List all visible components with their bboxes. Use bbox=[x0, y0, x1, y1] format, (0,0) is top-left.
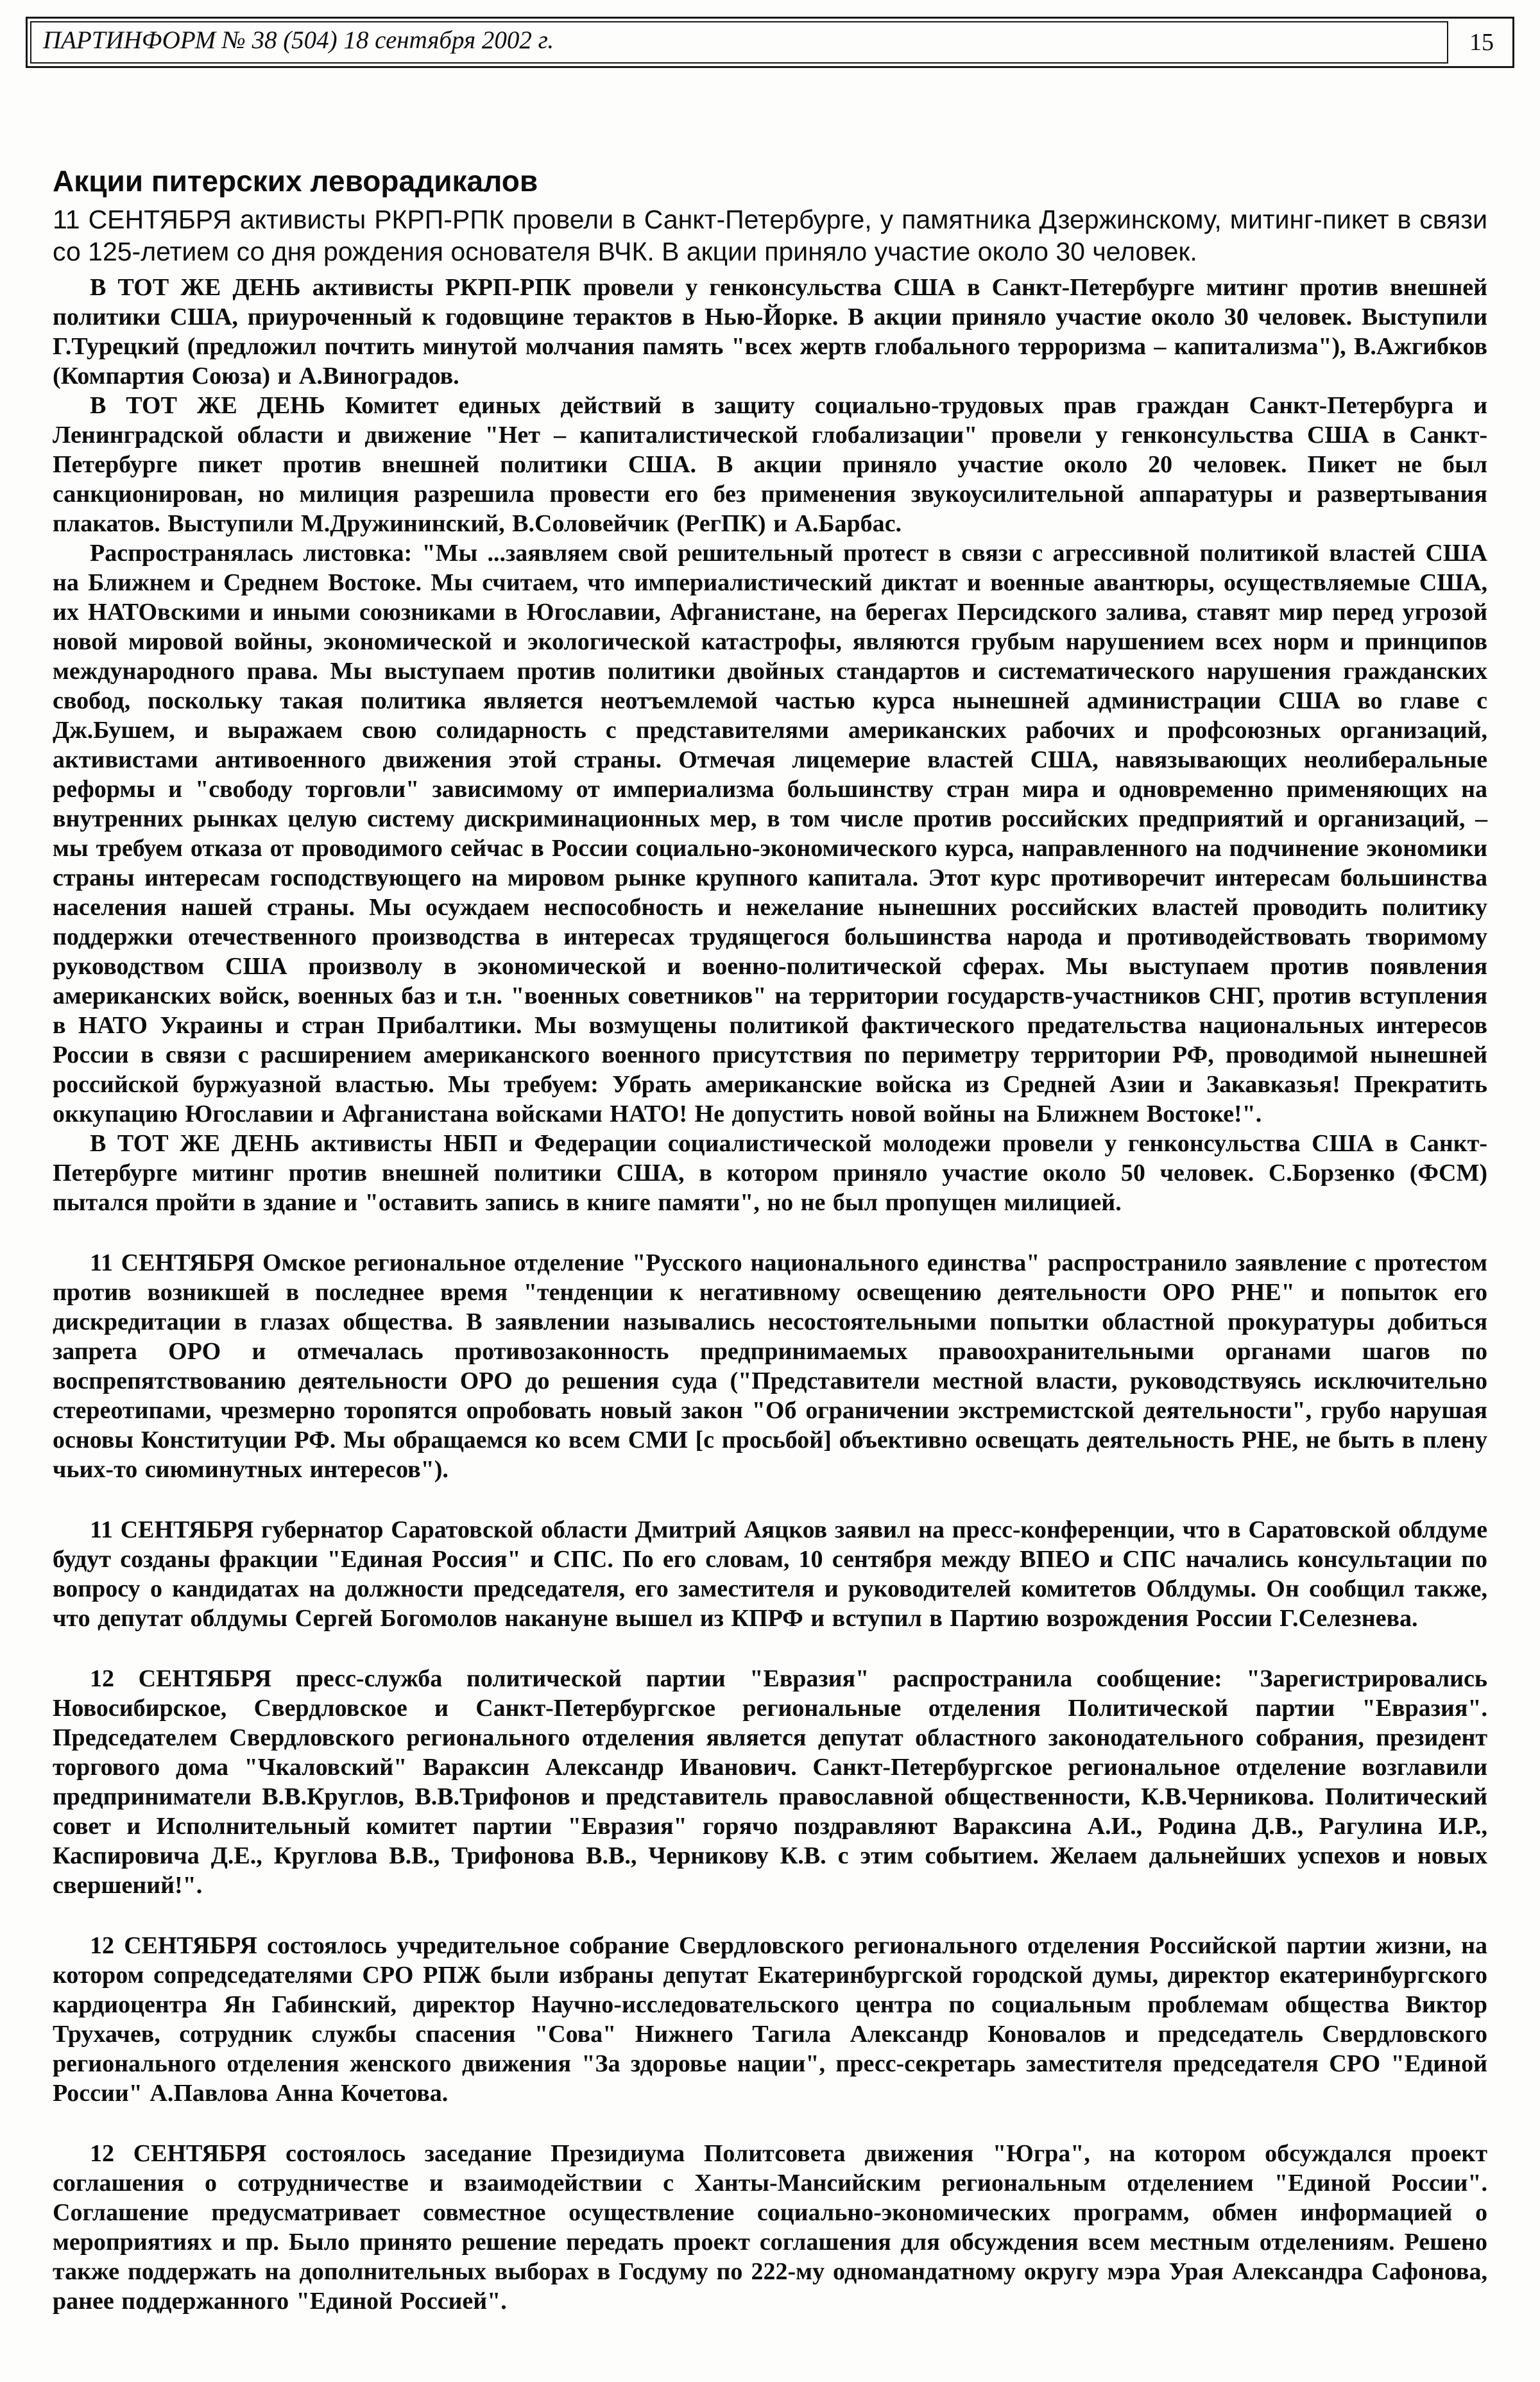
article-heading: Акции питерских леворадикалов bbox=[53, 164, 538, 198]
article-lead-paragraph: 11 СЕНТЯБРЯ активисты РКРП-РПК провели в Санкт-Петербурге, у памятника Дзержинскому, митинг-пикет в связи со 125-летием со дня рождения основателя ВЧК. В акции приняло участие около 30 человек. bbox=[53, 204, 1487, 266]
news-item: 12 СЕНТЯБРЯ состоялось заседание Президиума Политсовета движения "Югра", на котором обсуждался проект соглашения о сотрудничестве и взаимодействии с Ханты-Мансийским региональным отделением "Единой России". Соглашение предусматривает совместное осуществление социально-экономических программ, обмен информацией о мероприятиях и пр. Было принято решение передать проект соглашения для обсуждения всем местным отделениям. Решено также поддержать на дополнительных выборах в Госдуму по 222-му одномандатному округу мэра Урая Александра Сафонова, ранее поддержанного "Единой Россией". bbox=[53, 2139, 1487, 2315]
news-item: 11 СЕНТЯБРЯ губернатор Саратовской области Дмитрий Аяцков заявил на пресс-конференции, что в Саратовской облдуме будут созданы фракции "Единая Россия" и СПС. По его словам, 10 сентября между ВПЕО и СПС начались консультации по вопросу о кандидатах на должности председателя, его заместителя и руководителей комитетов Облдумы. Он сообщил также, что депутат облдумы Сергей Богомолов накануне вышел из КПРФ и вступил в Партию возрождения России Г.Селезнева. bbox=[53, 1516, 1487, 1632]
news-item: 11 СЕНТЯБРЯ Омское региональное отделение "Русского национального единства" распространило заявление с протестом против возникшей в последнее время "тенденции к негативному освещению деятельности ОРО РНЕ" и попыток его дискредитации в глазах общества. В заявлении назывались несостоятельными попытки областной прокуратуры добиться запрета ОРО и отмечалась противозаконность предпринимаемых правоохранительными органами шагов по воспрепятствованию деятельности ОРО до решения суда ("Представители местной власти, руководствуясь исключительно стереотипами, чрезмерно торопятся опробовать новый закон "Об ограничении экстремистской деятельности", грубо нарушая основы Конституции РФ. Мы обращаемся ко всем СМИ [с просьбой] объективно освещать деятельность РНЕ, не быть в плену чьих-то сиюминутных интересов"). bbox=[53, 1249, 1487, 1483]
article-paragraph: В ТОТ ЖЕ ДЕНЬ активисты РКРП-РПК провели у генконсульства США в Санкт-Петербурге митинг против внешней политики США, приуроченный к годовщине терактов в Нью-Йорке. В акции приняло участие около 30 человек. Выступили Г.Турецкий (предложил почтить минутой молчания память "всех жертв глобального терроризма – капитализма"), В.Ажгибков (Компартия Союза) и А.Виноградов. bbox=[53, 273, 1487, 390]
news-item: 12 СЕНТЯБРЯ пресс-служба политической партии "Евразия" распространила сообщение: "Зарегистрировались Новосибирское, Свердловское и Санкт-Петербургское региональные отделения Политической партии "Евразия". Председателем Свердловского регионального отделения является депутат областного законодательного собрания, президент торгового дома "Чкаловский" Вараксин Александр Иванович. Санкт-Петербургское региональное отделение возглавили предприниматели В.В.Круглов, В.В.Трифонов и представитель православной общественности, К.В.Черникова. Политический совет и Исполнительный комитет партии "Евразия" горячо поздравляют Вараксина А.И., Родина Д.В., Рагулина И.Р., Каспировича Д.Е., Круглова В.В., Трифонова В.В., Черникову К.В. с этим событием. Желаем дальнейших успехов и новых свершений!". bbox=[53, 1665, 1487, 1899]
page-header bbox=[26, 17, 1514, 68]
article-paragraph: В ТОТ ЖЕ ДЕНЬ Комитет единых действий в защиту социально-трудовых прав граждан Санкт-Петербурга и Ленинградской области и движение "Нет – капиталистической глобализации" провели у генконсульства США в Санкт-Петербурге пикет против внешней политики США. В акции приняло участие около 20 человек. Пикет не был санкционирован, но милиция разрешила провести его без применения звукоусилительной аппаратуры и развертывания плакатов. Выступили М.Дружининский, В.Соловейчик (РегПК) и А.Барбас. bbox=[53, 391, 1487, 537]
page-number: 15 bbox=[1469, 29, 1494, 56]
news-item: 12 СЕНТЯБРЯ состоялось учредительное собрание Свердловского регионального отделения Российской партии жизни, на котором сопредседателями СРО РПЖ были избраны депутат Екатеринбургской городской думы, директор екатеринбургского кардиоцентра Ян Габинский, директор Научно-исследовательского центра по социальным проблемам общества Виктор Трухачев, сотрудник службы спасения "Сова" Нижнего Тагила Александр Коновалов и председатель Свердловского регионального отделения женского движения "За здоровье нации", пресс-секретарь заместителя председателя СРО "Единой России" А.Павлова Анна Кочетова. bbox=[53, 1932, 1487, 2107]
article-paragraph: Распространялась листовка: "Мы ...заявляем свой решительный протест в связи с агрессивной политикой властей США на Ближнем и Среднем Востоке. Мы считаем, что империалистический диктат и военные авантюры, осуществляемые США, их НАТОвскими и иными союзниками в Югославии, Афганистане, на берегах Персидского залива, ставят мир перед угрозой новой мировой войны, экономической и экологической катастрофы, являются грубым нарушением всех норм и принципов международного права. Мы выступаем против политики двойных стандартов и систематического нарушения гражданских свобод, поскольку такая политика является неотъемлемой частью курса нынешней администрации США во главе с Дж.Бушем, и выражаем свою солидарность с представителями американских рабочих и профсоюзных организаций, активистами антивоенного движения этой страны. Отмечая лицемерие властей США, навязывающих неолиберальные реформы и "свободу торговли" зависимому от империализма большинству стран мира и одновременно применяющих на внутренних рынках целую систему дискриминационных мер, в том числе против российских предприятий и организаций, – мы требуем отказа от проводимого сейчас в России социально-экономического курса, направленного на подчинение экономики страны интересам господствующего на мировом рынке крупного капитала. Этот курс противоречит интересам большинства населения нашей страны. Мы осуждаем неспособность и нежелание нынешних российских властей проводить политику поддержки отечественного производства в интересах трудящегося большинства народа и противодействовать творимому руководством США произволу в экономической и военно-политической сферах. Мы выступаем против появления американских войск, военных баз и т.н. "военных советников" на территории государств-участников СНГ, против вступления в НАТО Украины и стран Прибалтики. Мы возмущены политикой фактического предательства национальных интересов России в связи с расширением американского военного присутствия по периметру территории РФ, проводимой нынешней российской буржуазной властью. Мы требуем: Убрать американские войска из Средней Азии и Закавказья! Прекратить оккупацию Югославии и Афганистана войсками НАТО! Не допустить новой войны на Ближнем Востоке!". bbox=[53, 539, 1487, 1127]
article-paragraph: В ТОТ ЖЕ ДЕНЬ активисты НБП и Федерации социалистической молодежи провели у генконсульства США в Санкт-Петербурге митинг против внешней политики США, в котором приняло участие около 50 человек. С.Борзенко (ФСМ) пытался пройти в здание и "оставить запись в книге памяти", но не был пропущен милицией. bbox=[53, 1129, 1487, 1216]
journal-title: ПАРТИНФОРМ № 38 (504) 18 сентября 2002 г. bbox=[30, 21, 1448, 64]
page-content bbox=[53, 164, 1487, 2316]
